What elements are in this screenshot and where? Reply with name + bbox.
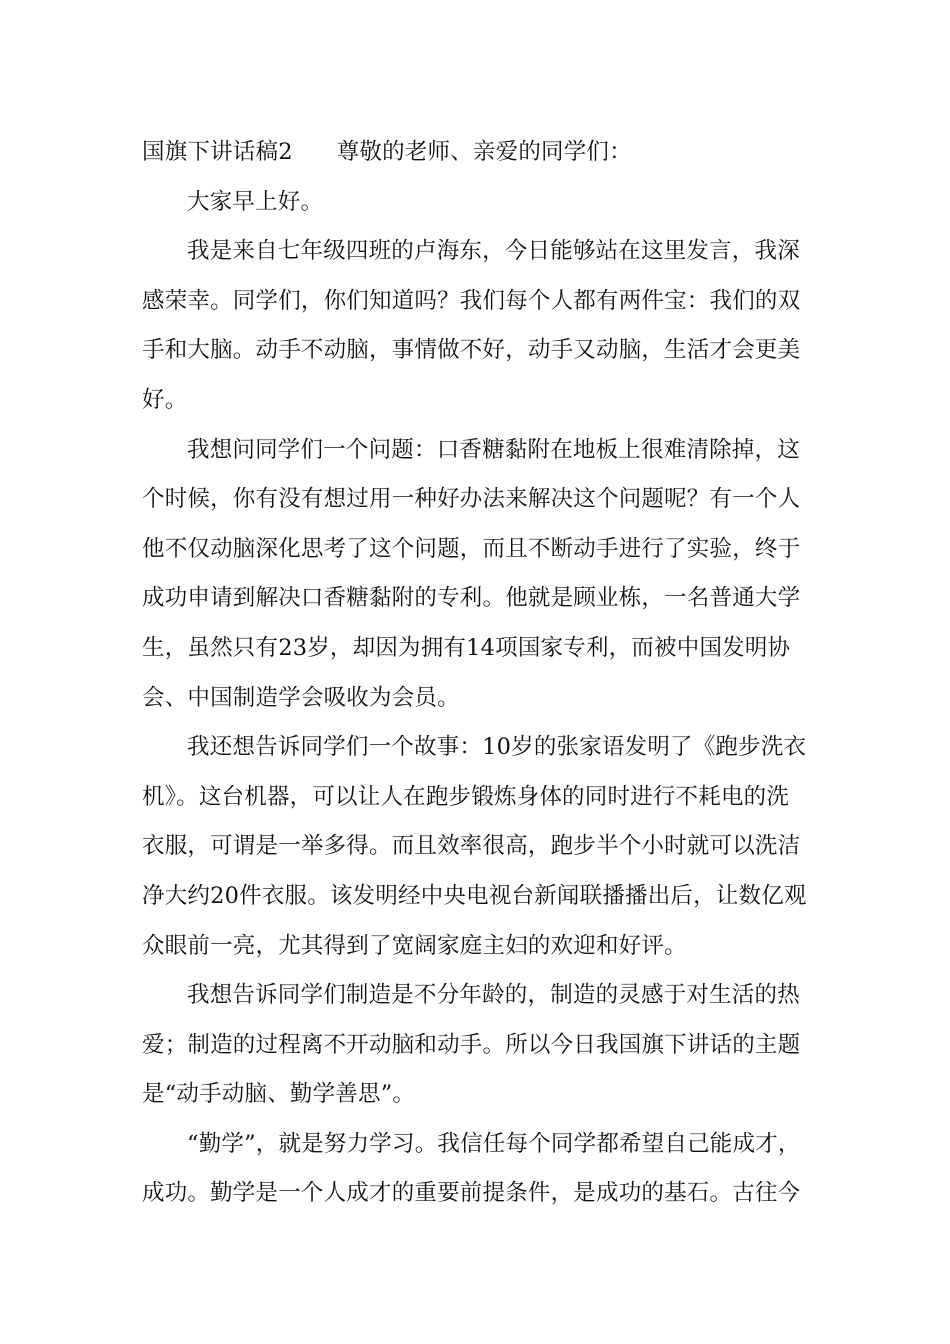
text-line: 生，虽然只有23岁，却因为拥有14项国家专利，而被中国发明协 [142,634,791,661]
text-line: 净大约20件衣服。该发明经中央电视台新闻联播播出后，让数亿观 [142,882,807,909]
text-line: 是“动手动脑、勤学善思”。 [142,1081,416,1108]
text-line: 个时候，你有没有想过用一种好办法来解决这个问题呢？有一个人 [142,486,801,513]
text-line: 我是来自七年级四班的卢海东，今日能够站在这里发言，我深 [187,238,800,265]
text-line: 他不仅动脑深化思考了这个问题，而且不断动手进行了实验，终于 [142,535,801,562]
document-body [142,128,822,1219]
title-line [142,128,822,178]
text-line: 大家早上好。 [187,188,324,215]
salutation: 尊敬的老师、亲爱的同学们： [336,139,632,165]
text-line: 成功。勤学是一个人成才的重要前提条件，是成功的基石。古往今 [142,1180,801,1207]
text-line: 我还想告诉同学们一个故事：10岁的张家语发明了《跑步洗衣 [187,734,807,761]
text-line: 爱；制造的过程离不开动脑和动手。所以今日我国旗下讲话的主题 [142,1031,801,1058]
text-line: 我想告诉同学们制造是不分年龄的，制造的灵感于对生活的热 [187,982,800,1009]
text-line: 衣服，可谓是一举多得。而且效率很高，跑步半个小时就可以洗洁 [142,833,801,860]
text-line: “勤学”，就是努力学习。我信任每个同学都希望自己能成才， [187,1130,801,1157]
text-line: 手和大脑。动手不动脑，事情做不好，动手又动脑，生活才会更美 [142,337,801,364]
text-line: 好。 [142,386,188,413]
text-line: 众眼前一亮，尤其得到了宽阔家庭主妇的欢迎和好评。 [142,932,687,959]
text-line: 会、中国制造学会吸收为会员。 [142,684,460,711]
document-title: 国旗下讲话稿2 [142,139,293,165]
text-line: 成功申请到解决口香糖黏附的专利。他就是顾业栋，一名普通大学 [142,585,801,612]
text-line: 机》。这台机器，可以让人在跑步锻炼身体的同时进行不耗电的洗 [142,783,790,810]
text-line: 感荣幸。同学们，你们知道吗？我们每个人都有两件宝：我们的双 [142,287,801,314]
text-line: 我想问同学们一个问题：口香糖黏附在地板上很难清除掉，这 [187,436,800,463]
